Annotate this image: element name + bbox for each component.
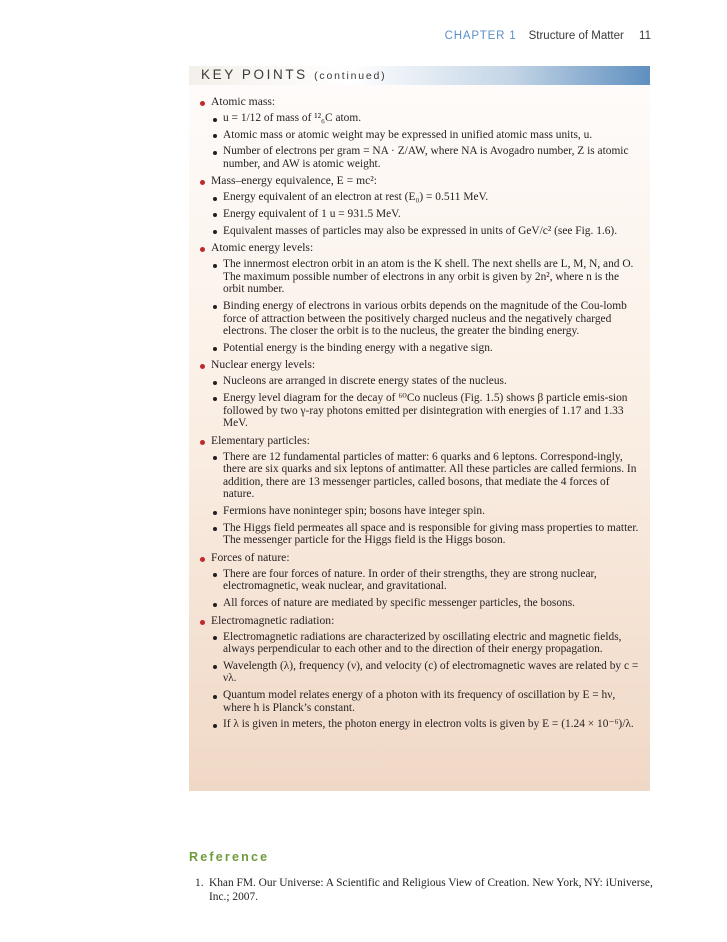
bullet-dot-icon: [213, 695, 217, 699]
key-point-section: [197, 434, 642, 547]
bullet-dot-icon: [213, 456, 217, 460]
section-label: Atomic energy levels:: [211, 241, 314, 255]
key-points-header-bar: [189, 66, 650, 85]
section-label: Atomic mass:: [211, 95, 276, 108]
section-label: Elementary particles:: [211, 433, 310, 447]
bullet-dot-icon: [213, 573, 217, 577]
reference-text: Khan FM. Our Universe: A Scientific and Religious View of Creation. New York, NY: iUniverse, Inc.; 2007.: [209, 877, 653, 903]
chapter-title: Structure of Matter: [528, 30, 624, 42]
key-point-item: [211, 145, 642, 170]
bullet-dot-icon: [213, 118, 217, 122]
bullet-dot-icon: [213, 527, 217, 531]
bullet-dot-icon: [213, 347, 217, 351]
red-bullet-icon: [200, 557, 205, 562]
item-text: Energy equivalent of an electron at rest (E₀) = 0.511 MeV.: [223, 191, 489, 204]
bullet-dot-icon: [213, 724, 217, 728]
key-points-box: [189, 66, 650, 791]
bullet-dot-icon: [213, 213, 217, 217]
key-point-item: [211, 392, 642, 430]
key-point-item: [211, 225, 642, 238]
bullet-dot-icon: [213, 665, 217, 669]
chapter-label: CHAPTER 1: [444, 30, 517, 42]
key-points-title-suffix: (continued): [314, 70, 387, 82]
item-text: All forces of nature are mediated by specific messenger particles, the bosons.: [223, 597, 576, 610]
item-text: The innermost electron orbit in an atom is the K shell. The next shells are L, M, N, and O. The maximum possible number of electrons in any orbit is given by 2n², where n is the orbit number.: [223, 258, 634, 296]
key-point-item: [211, 258, 642, 296]
red-bullet-icon: [200, 620, 205, 625]
bullet-dot-icon: [213, 636, 217, 640]
key-point-item: [211, 129, 642, 142]
key-point-section: [197, 551, 642, 610]
key-point-item: [211, 451, 642, 501]
section-label: Forces of nature:: [211, 550, 290, 564]
bullet-dot-icon: [213, 397, 217, 401]
item-text: Energy equivalent of 1 u = 931.5 MeV.: [223, 207, 401, 220]
item-text: Quantum model relates energy of a photon with its frequency of oscillation by E = hν, where h is Planck’s constant.: [223, 689, 616, 714]
reference-number: 1.: [195, 877, 204, 889]
item-text: Fermions have noninteger spin; bosons have integer spin.: [223, 505, 485, 518]
key-point-item: [211, 597, 642, 610]
key-points-title: [201, 67, 386, 82]
item-text: The Higgs field permeates all space and is responsible for giving mass properties to matter. The messenger particle for the Higgs field is the Higgs boson.: [223, 521, 639, 547]
key-point-item: [211, 689, 642, 714]
bullet-dot-icon: [213, 264, 217, 268]
red-bullet-icon: [200, 440, 205, 445]
item-text: If λ is given in meters, the photon energy in electron volts is given by E = (1.24 × 10⁻⁶)/λ.: [223, 718, 634, 731]
red-bullet-icon: [200, 364, 205, 369]
running-header: [445, 30, 651, 42]
item-text: Wavelength (λ), frequency (ν), and velocity (c) of electromagnetic waves are related by c = νλ.: [223, 659, 639, 685]
key-points-list: [197, 95, 642, 735]
item-text: Binding energy of electrons in various orbits depends on the magnitude of the Cou-lomb force of attraction between the positively charged nucleus and the negatively charged electrons. The closer the orbit is to the nucleus, the greater the binding energy.: [223, 299, 627, 338]
key-point-item: [211, 505, 642, 518]
key-point-item: [211, 568, 642, 593]
key-point-section: [197, 358, 642, 429]
item-text: There are four forces of nature. In order of their strengths, they are strong nuclear, electromagnetic, weak nuclear, and gravitational.: [223, 567, 597, 593]
bullet-dot-icon: [213, 305, 217, 309]
bullet-dot-icon: [213, 151, 217, 155]
key-point-section: [197, 241, 642, 354]
item-text: There are 12 fundamental particles of matter: 6 quarks and 6 leptons. Correspond-ingly, there are six quarks and six leptons of antimatter. All these particles are called fermions. In addition, there are 13 messenger particles, called bosons, that mediate the 4 forces of nature.: [223, 450, 637, 501]
item-text: Electromagnetic radiations are characterized by oscillating electric and magnetic fields, always perpendicular to each other and to the direction of their energy propagation.: [223, 630, 622, 656]
section-label: Electromagnetic radiation:: [211, 613, 335, 627]
key-point-item: [211, 631, 642, 656]
key-point-item: [211, 112, 642, 125]
bullet-dot-icon: [213, 134, 217, 138]
item-text: Equivalent masses of particles may also be expressed in units of GeV/c² (see Fig. 1.6).: [223, 224, 618, 237]
item-text: u = 1/12 of mass of ¹²₆C atom.: [223, 112, 362, 124]
bullet-dot-icon: [213, 230, 217, 234]
key-point-section: [197, 95, 642, 170]
item-text: Nucleons are arranged in discrete energy states of the nucleus.: [223, 375, 507, 388]
bullet-dot-icon: [213, 197, 217, 201]
key-point-item: [211, 342, 642, 355]
key-point-item: [211, 718, 642, 731]
page-number: 11: [639, 30, 651, 42]
bullet-dot-icon: [213, 381, 217, 385]
bullet-dot-icon: [213, 511, 217, 515]
reference-heading: Reference: [189, 850, 270, 864]
key-point-item: [211, 191, 642, 204]
section-label: Mass–energy equivalence, E = mc²:: [211, 174, 377, 188]
item-text: Atomic mass or atomic weight may be expressed in unified atomic mass units, u.: [223, 128, 593, 141]
red-bullet-icon: [200, 180, 205, 185]
bullet-dot-icon: [213, 603, 217, 607]
key-point-section: [197, 614, 642, 731]
key-point-item: [211, 660, 642, 685]
key-point-item: [211, 522, 642, 547]
red-bullet-icon: [200, 247, 205, 252]
key-point-item: [211, 208, 642, 221]
section-label: Nuclear energy levels:: [211, 358, 316, 372]
key-point-item: [211, 375, 642, 388]
item-text: Number of electrons per gram = NA · Z/AW, where NA is Avogadro number, Z is atomic number, and AW is atomic weight.: [223, 145, 629, 170]
key-points-title-text: KEY POINTS: [201, 67, 308, 82]
item-text: Energy level diagram for the decay of ⁶⁰Co nucleus (Fig. 1.5) shows β particle emis-sion followed by two γ-ray photons emitted per disintegration with energies of 1.17 and 1.33 MeV.: [223, 391, 628, 430]
red-bullet-icon: [200, 101, 205, 106]
key-point-item: [211, 300, 642, 338]
item-text: Potential energy is the binding energy with a negative sign.: [223, 341, 493, 354]
key-point-section: [197, 174, 642, 237]
